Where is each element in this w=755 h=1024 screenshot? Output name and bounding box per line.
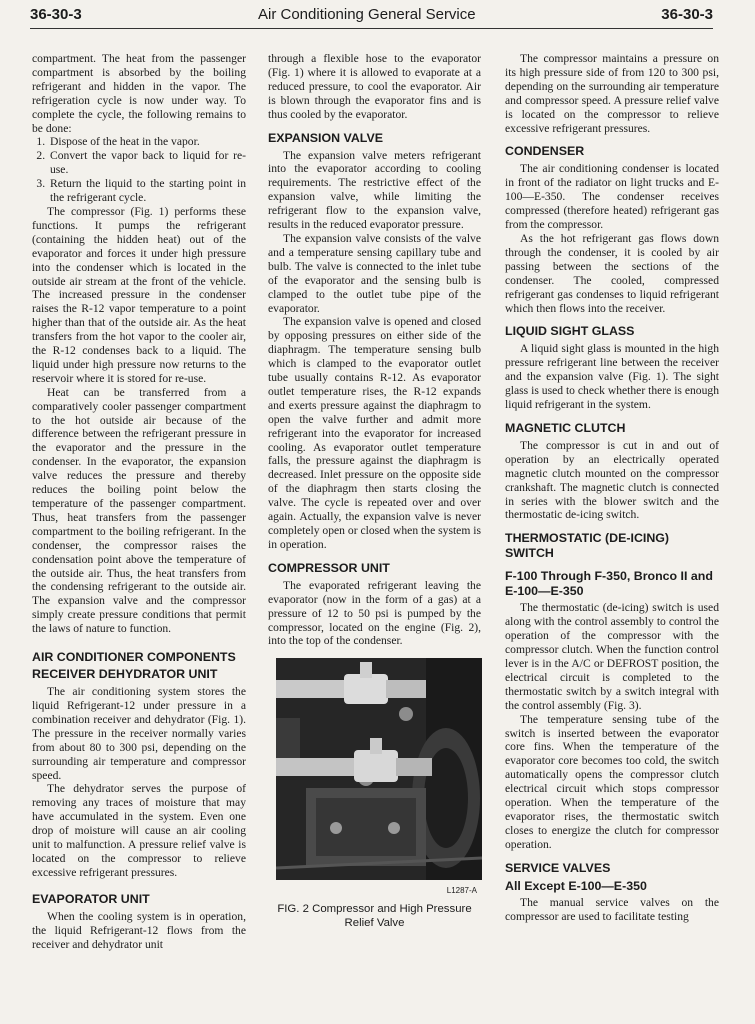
compressor-photo — [276, 658, 482, 880]
list-item: 1. Dispose of the heat in the vapor. — [48, 135, 246, 149]
heading-thermostatic-switch: THERMOSTATIC (DE-ICING) SWITCH — [505, 531, 670, 561]
figure-caption: FIG. 2 Compressor and High Pressure Relief Valve — [277, 903, 472, 930]
subheading-f100: F-100 Through F-350, Bronco II and E-100—E-350 — [505, 569, 713, 599]
section-title: Air Conditioning General Service — [258, 6, 476, 23]
paragraph: The expansion valve is opened and closed by opposing pressures on either side of the diaphragm. The temperature sensing bulb which is clamped to the evaporator outlet tube usually contains R-12. As evaporator outlet temperature rises, the R-12 expands and exerts pressure against the diaphragm to open the valve further and admit more refrigerant into the evaporator for increased cooling. As evaporator outlet temperature falls, the pressure against the diaphragm is decreased. Inlet pressure on the opposite side of the diaphragm then starts closing the valve. The cycle is repeated over and over again. Actually, the expansion valve is never completely open or closed when the system is in operation. — [268, 315, 481, 551]
column-3 — [505, 52, 719, 924]
paragraph: The evaporated refrigerant leaving the evaporator (now in the form of a gas) at a pressure of 12 to 50 psi is pumped by the compressor, located on the engine (Fig. 2), into the top of the condenser. — [268, 578, 481, 648]
page-number-left: 36-30-3 — [30, 6, 82, 23]
paragraph: The compressor (Fig. 1) performs these functions. It pumps the refrigerant (containing the hidden heat) out of the evaporator and forces it under high pressure into the condenser which is located in the outside air stream at the front of the vehicle. The increased pressure in the condenser raises the R-12 vapor temperature to a point higher than that of the outside air. As the heat transfers from the hot vapor to the cooler air, the R-12 condenses back to a liquid. The liquid under high pressure now returns to the reservoir where it is stored for re-use. — [32, 204, 246, 385]
heading-magnetic-clutch: MAGNETIC CLUTCH — [505, 420, 626, 435]
paragraph: The manual service valves on the compressor are used to facilitate testing — [505, 895, 719, 923]
list-item: 3. Return the liquid to the starting point in the refrigerant cycle. — [48, 177, 246, 205]
heading-components: AIR CONDITIONER COMPONENTS — [32, 650, 236, 665]
column-2 — [268, 52, 481, 930]
figure-id: L1287-A — [446, 886, 477, 896]
paragraph: Heat can be transferred from a comparatively cooler passenger compartment to the hot outside air because of the difference between the refrigerant pressure in the evaporator and the pressure in the condenser. In the evaporator, the expansion valve reduces the pressure and thereby reduces the boiling point below the temperature of the passenger compartment. Thus, heat transfers from the passenger compartment to the boiling refrigerant. In the condenser, the compressor raises the condensation point above the temperature of the outside air. Thus, the heat transfers from the condensing refrigerant to the outside air. The expansion valve and the compressor simply create pressure conditions that permit the laws of nature to function. — [32, 385, 246, 636]
heading-service-valves: SERVICE VALVES — [505, 860, 611, 875]
paragraph: compartment. The heat from the passenger compartment is absorbed by the boiling refrigerant and hidden in the vapor. The refrigeration cycle is now under way. To complete the cycle, the following remains to be done: — [32, 52, 246, 135]
paragraph: When the cooling system is in operation, the liquid Refrigerant-12 flows from the receiver and dehydrator unit — [32, 909, 246, 951]
heading-expansion-valve: EXPANSION VALVE — [268, 130, 383, 145]
paragraph: As the hot refrigerant gas flows down through the condenser, it is cooled by air passing between the sections of the condenser. The cooled, compressed refrigerant gas condenses to liquid refrigerant which then flows into the receiver. — [505, 231, 719, 315]
paragraph: through a flexible hose to the evaporator (Fig. 1) where it is allowed to evaporate at a reduced pressure, to cool the evaporator. Air is blown through the evaporator fins and is thus cooled by the evaporator. — [268, 52, 481, 121]
header-rule — [30, 28, 713, 29]
heading-liquid-sight-glass: LIQUID SIGHT GLASS — [505, 324, 635, 339]
paragraph: The thermostatic (de-icing) switch is used along with the control assembly to control the operation of the compressor with the compressor clutch. When the function control lever is in the A/C or DEFROST position, the electrical circuit is completed to the thermostatic switch by a switch integral with the control assembly (Fig. 3). — [505, 601, 719, 712]
paragraph: The expansion valve meters refrigerant into the evaporator according to cooling requirements. The restrictive effect of the expansion valve, while limiting the refrigerant flow to the expansion valve, results in the reduced evaporator pressure. — [268, 148, 481, 232]
paragraph: The air conditioning system stores the liquid Refrigerant-12 under pressure in a combination receiver and dehydrator (Fig. 1). The pressure in the receiver normally varies from about 80 to 300 psi, depending on the surrounding air temperature and compressor speed. — [32, 685, 246, 782]
subheading-all-except: All Except E-100—E-350 — [505, 878, 647, 893]
heading-evaporator: EVAPORATOR UNIT — [32, 891, 150, 906]
paragraph: The air conditioning condenser is located in front of the radiator on light trucks and E-100—E-350. The condenser receives compressed (therefore heated) refrigerant gas from the compressor. — [505, 162, 719, 232]
figure-2 — [268, 658, 481, 930]
heading-condenser: CONDENSER — [505, 144, 585, 159]
paragraph: The expansion valve consists of the valve and a temperature sensing capillary tube and bulb. The valve is connected to the inlet tube of the evaporator and the sensing bulb is clamped to the outlet tube pipe of the evaporator. — [268, 231, 481, 315]
paragraph: The temperature sensing tube of the switch is inserted between the evaporator core fins. When the temperature of the evaporator core becomes too cold, the switch automatically opens the compressor clutch electrical circuit which stops compressor operation. When the temperature of the evaporator rises, the thermostatic switch closes to energize the clutch for compressor operation. — [505, 712, 719, 851]
paragraph: A liquid sight glass is mounted in the high pressure refrigerant line between the receiver and the expansion valve (Fig. 1). The sight glass is used to check whether there is enough liquid refrigerant in the system. — [505, 342, 719, 412]
paragraph: The compressor is cut in and out of operation by an electrically operated magnetic clutch mounted on the compressor crankshaft. The magnetic clutch is connected in series with the blower switch and the thermostatic de-icing switch. — [505, 438, 719, 522]
compressor-illustration — [276, 658, 482, 880]
column-1 — [32, 52, 246, 951]
paragraph: The compressor maintains a pressure on its high pressure side of from 120 to 300 psi, depending on the surrounding air temperature and compressor speed. A pressure relief valve is located on the compressor to relieve excessive refrigerant pressures. — [505, 52, 719, 135]
paragraph: The dehydrator serves the purpose of removing any traces of moisture that may have accumulated in the system. Even one drop of moisture will cause an air cooling unit to malfunction. A pressure relief valve is located on the compressor to relieve excessive refrigerant pressures. — [32, 782, 246, 879]
page-number-right: 36-30-3 — [661, 6, 713, 23]
page-header — [0, 6, 755, 28]
numbered-list — [32, 135, 246, 205]
heading-compressor-unit: COMPRESSOR UNIT — [268, 560, 390, 575]
list-item: 2. Convert the vapor back to liquid for re-use. — [48, 149, 246, 177]
heading-receiver: RECEIVER DEHYDRATOR UNIT — [32, 667, 218, 682]
